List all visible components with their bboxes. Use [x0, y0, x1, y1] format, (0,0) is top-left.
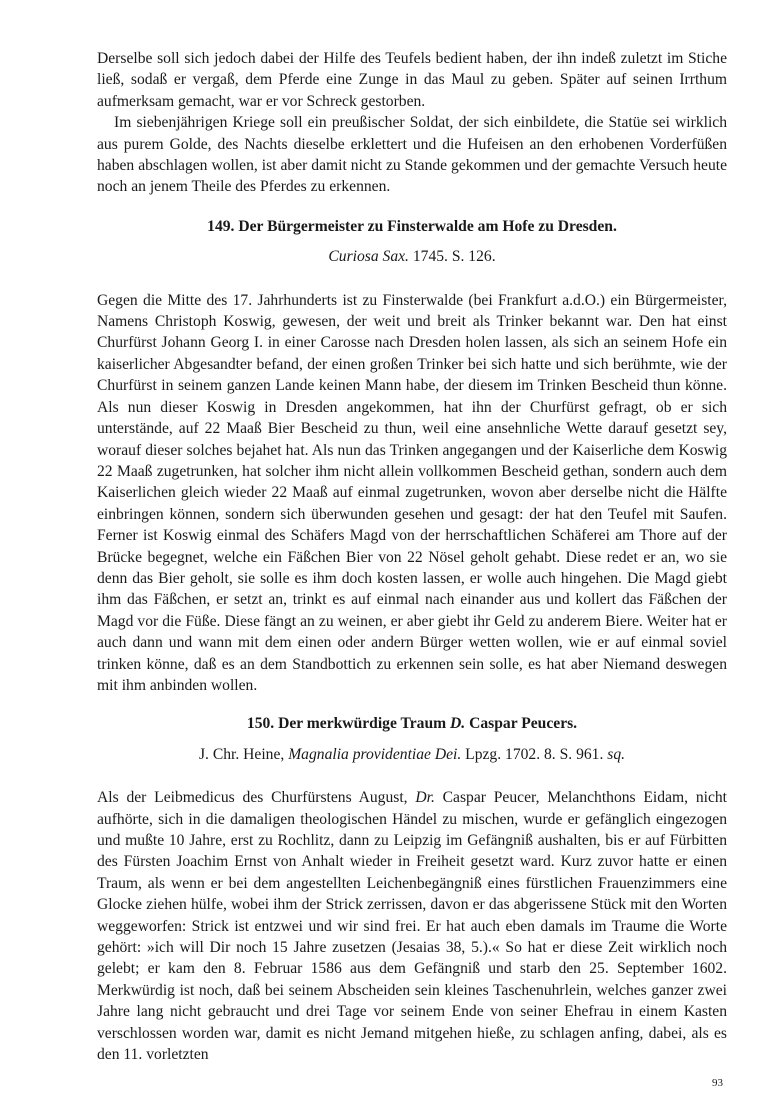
- source-author: J. Chr. Heine,: [198, 745, 289, 763]
- story-body-150: [97, 787, 727, 1065]
- source-title: Magnalia providentiae Dei.: [288, 745, 462, 763]
- source-detail: Lpzg. 1702. 8. S. 961.: [461, 745, 608, 763]
- story-body-149: Gegen die Mitte des 17. Jahrhunderts ist zu Finsterwalde (bei Frankfurt a.d.O.) ein Bürgermeister, Namens Christoph Koswig, gewesen, der weit und breit als Trinker bekannt war. Den hat einst Churfürst Johann Georg I. in einer Carosse nach Dresden holen lassen, als sich an seinem Hofe ein kaiserlicher Abgesandter befand, der einen großen Trinker bei sich hatte und sich berühmte, wie der Churfürst in seinem ganzen Lande keinen Mann habe, der diesem im Trinken Bescheid thun könne. Als nun dieser Koswig in Dresden angekommen, hat ihn der Churfürst gefragt, ob er sich unterstände, auf 22 Maaß Bier Bescheid zu thun, weil eine ansehnliche Wette darauf gesetzt sey, worauf dieser solches bejahet hat. Als nun das Trinken angegangen und der Kaiserliche dem Koswig 22 Maaß zugetrunken, hat solcher ihm nicht allein vollkommen Bescheid gethan, sondern auch dem Kaiserlichen gleich wieder 22 Maaß auf einmal zugetrunken, wovon aber derselbe nicht die Hälfte einbringen können, sondern sich überwunden gesehen und gesagt: der hat den Teufel mit Saufen. Ferner ist Koswig einmal des Schäfers Magd von der herrschaftlichen Schäferei am Thore auf der Brücke begegnet, welche ein Fäßchen Bier von 22 Nösel geholt gehabt. Diese redet er an, wo sie denn das Bier geholt, sie solle es ihm doch kosten lassen, er wolle auch hingehen. Die Magd giebt ihm das Fäßchen, er setzt an, trinkt es auf einmal nach einander aus und kollert das Fäßchen der Magd vor die Füße. Diese fängt an zu weinen, er aber giebt ihr Geld zu anderem Biere. Weiter hat er auch dann und wann mit dem einen oder andern Bürger wetten wollen, wie er auf einmal soviel trinken könne, daß es an dem Standbottich zu erkennen sein solle, es hat aber Niemand deswegen mit ihm anbinden wollen.: [97, 291, 727, 694]
- section-heading-150: [97, 713, 727, 734]
- paragraph: Derselbe soll sich jedoch dabei der Hilfe des Teufels bedient haben, der ihn indeß zuletzt im Stiche ließ, sodaß er vergaß, dem Pferde eine Zunge in das Maul zu geben. Später auf seinen Irrthum aufmerksam gemacht, war er vor Schreck gestorben.: [97, 50, 727, 110]
- body-italic: Dr.: [415, 789, 435, 807]
- source-title: Curiosa Sax.: [328, 248, 409, 266]
- paragraph: Im siebenjährigen Kriege soll ein preußischer Soldat, der sich einbildete, die Statüe sei wirklich aus purem Golde, des Nachts dieselbe erklettert und die Hufeisen an den erhobenen Vorderfüßen haben abschlagen wollen, ist aber damit nicht zu Stande gekommen und der gemachte Versuch heute noch an jenem Theile des Pferdes zu erkennen.: [97, 114, 727, 196]
- page-number: 93: [712, 1077, 723, 1089]
- heading-italic: D.: [450, 715, 466, 733]
- source-sq: sq.: [607, 745, 626, 763]
- heading-part: Caspar Peucers.: [465, 715, 578, 733]
- section-heading-149: 149. Der Bürgermeister zu Finsterwalde am Hofe zu Dresden.: [207, 217, 617, 235]
- page-content: [97, 48, 727, 1065]
- source-detail: 1745. S. 126.: [408, 248, 496, 266]
- body-part: Caspar Peucer, Melanchthons Eidam, nicht aufhörte, sich in die damaligen theologischen Händel zu mischen, wurde er gefänglich eingezogen und mußte 10 Jahre, erst zu Rochlitz, dann zu Leipzig im Gefängniß aushalten, bis er auf Fürbitten des Fürsten Joachim Ernst von Anhalt wieder in Freiheit gesetzt ward. Kurz zuvor hatte er einen Traum, als wenn er bei dem angestellten Leichenbegängniß eines fürstlichen Frauenzimmers eine Glocke ziehen hülfe, wobei ihm der Strick zerrissen, davon er das abgerissene Stück mit den Worten weggeworfen: Strick ist entzwei und wir sind frei. Er hat auch eben damals im Traume die Worte gehört: »ich will Dir noch 15 Jahre zusetzen (Jesaias 38, 5.).« So hat er diese Zeit wirklich noch gelebt; er kam den 8. Februar 1586 aus dem Gefängniß und starb den 25. September 1602. Merkwürdig ist noch, daß bei seinem Abscheiden sein kleines Taschenuhrlein, welches ganzer zwei Jahre lang nicht gebraucht und drei Tage vor seinem Ende von seiner Ehefrau in einem Kasten verschlossen worden war, damit es nicht Jemand mitgehen hieße, zu schlagen anfing, dabei, als es den 11. vorletzten: [97, 789, 727, 1064]
- source-citation-150: [97, 744, 727, 765]
- body-part: Als der Leibmedicus des Churfürstens August,: [97, 789, 416, 807]
- source-citation-149: [97, 246, 727, 267]
- heading-part: 150. Der merkwürdige Traum: [246, 715, 451, 733]
